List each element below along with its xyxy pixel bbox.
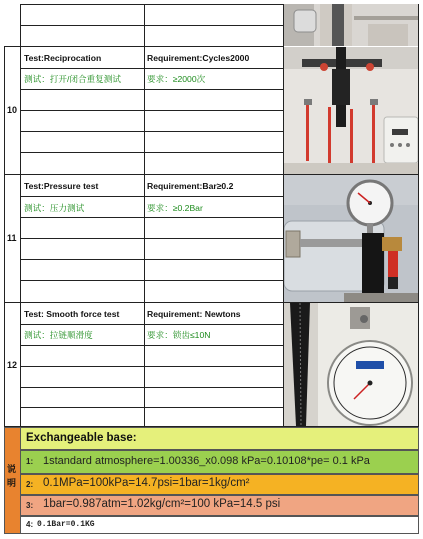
test-label-12: Test: Smooth force test [24,309,120,319]
footer-item-1-text: 1standard atmosphere=1.00336_x0.098 kPa=0.10108*pe= 0.1 kPa [43,455,370,467]
requirement-label-cn-11: 要求：≥0.2Bar [147,203,203,213]
test-label-10: Test:Reciprocation [24,53,102,63]
test-photo-previous [284,4,418,46]
test-label-cn-11: 测试：压力测试 [24,203,85,213]
pressure-test-photo [284,175,418,302]
reciprocation-test-photo [284,47,418,174]
footer-item-3-index: 3: [26,501,34,510]
row-number-12: 12 [7,360,18,370]
smooth-force-test-photo [284,303,418,426]
row-number-10: 10 [7,105,18,115]
test-label-cn-12: 测试：拉链顺滑度 [24,330,93,340]
row-number-11: 11 [7,233,17,243]
requirement-label-10: Requirement:Cycles2000 [147,53,250,63]
footer-item-3-text: 1bar=0.987atm=1.02kg/cm²=100 kPa=14.5 psi [43,498,281,510]
test-label-11: Test:Pressure test [24,181,99,191]
requirement-label-cn-12: 要求：锁齿≤10N [147,330,211,340]
footer-side-label: 说明 [7,464,17,488]
footer-item-1-index: 1: [26,457,34,466]
footer-item-2-text: 0.1MPa=100kPa=14.7psi=1bar=1kg/cm² [43,477,250,489]
requirement-label-12: Requirement: Newtons [147,309,241,319]
test-label-cn-10: 测试：打开/闭合重复测试 [24,74,121,84]
footer-item-4-index: 4: [26,520,34,529]
footer-item-4-text: 0.1Bar=0.1KG [37,520,95,529]
footer-item-2-index: 2: [26,480,34,489]
requirement-label-cn-10: 要求：≥2000次 [147,74,206,84]
footer-title: Exchangeable base: [26,432,137,444]
requirement-label-11: Requirement:Bar≥0.2 [147,181,234,191]
